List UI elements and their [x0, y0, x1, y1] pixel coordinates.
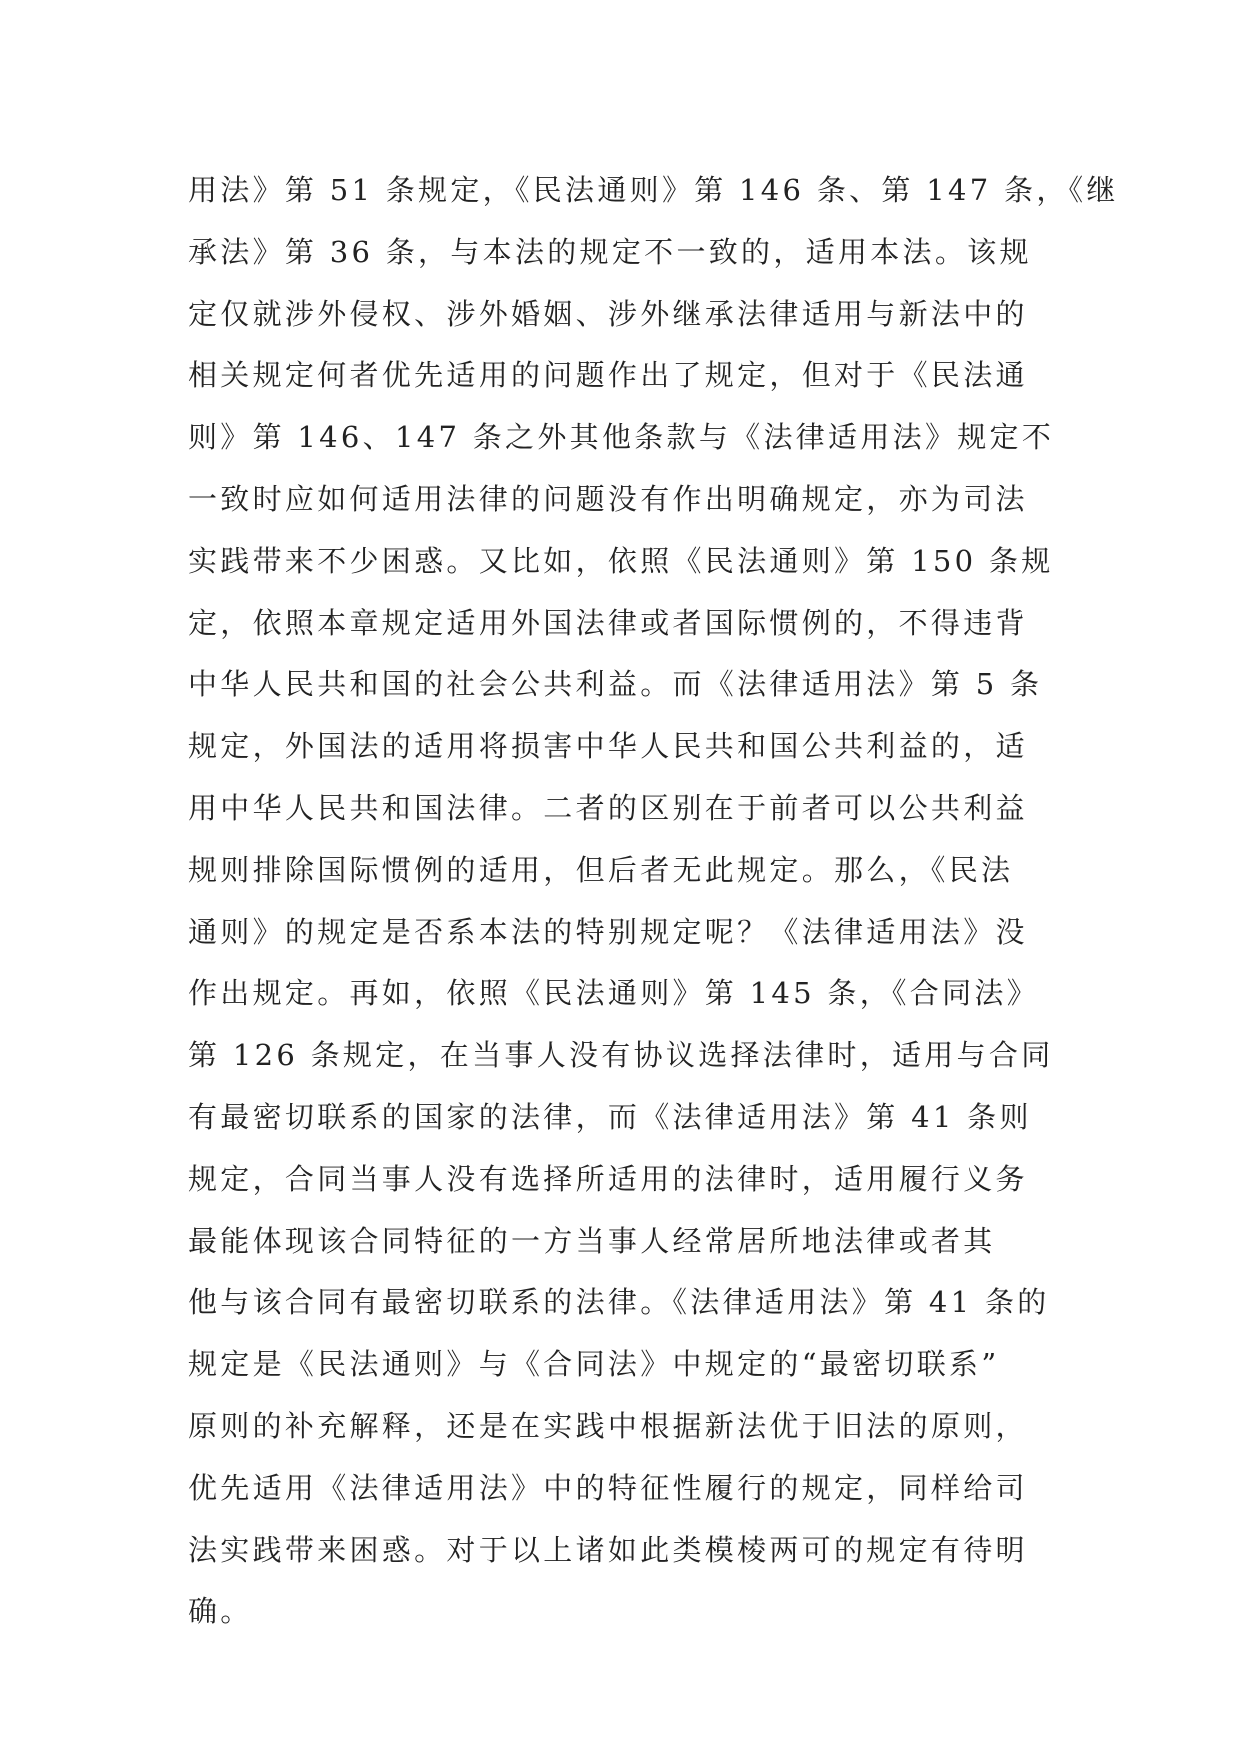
text-line: 承法》第 36 条，与本法的规定不一致的，适用本法。该规	[188, 234, 1032, 269]
text-line: 规定，合同当事人没有选择所适用的法律时，适用履行义务	[188, 1161, 1028, 1196]
text-line: 则》第 146、147 条之外其他条款与《法律适用法》规定不	[188, 420, 1055, 455]
text-line: 法实践带来困惑。对于以上诸如此类模棱两可的规定有待明	[188, 1532, 1028, 1567]
text-line: 确。	[188, 1594, 253, 1629]
text-line: 他与该合同有最密切联系的法律。《法律适用法》第 41 条的	[188, 1285, 1050, 1320]
text-line: 一致时应如何适用法律的问题没有作出明确规定，亦为司法	[188, 481, 1028, 516]
text-line: 实践带来不少困惑。又比如，依照《民法通则》第 150 条规	[188, 543, 1054, 578]
text-line: 用法》第 51 条规定，《民法通则》第 146 条、第 147 条，《继	[188, 173, 1119, 207]
text-line: 第 126 条规定，在当事人没有协议选择法律时，适用与合同	[188, 1038, 1054, 1073]
text-line: 中华人民共和国的社会公共利益。而《法律适用法》第 5 条	[188, 667, 1043, 702]
text-line: 有最密切联系的国家的法律，而《法律适用法》第 41 条则	[188, 1099, 1032, 1134]
text-line: 相关规定何者优先适用的问题作出了规定，但对于《民法通	[188, 358, 1028, 393]
text-line: 原则的补充解释，还是在实践中根据新法优于旧法的原则，	[188, 1408, 1028, 1443]
text-line: 用中华人民共和国法律。二者的区别在于前者可以公共利益	[188, 790, 1028, 825]
text-line: 规则排除国际惯例的适用，但后者无此规定。那么，《民法	[188, 852, 1014, 887]
text-line: 定仅就涉外侵权、涉外婚姻、涉外继承法律适用与新法中的	[188, 296, 1028, 331]
text-line: 通则》的规定是否系本法的特别规定呢？《法律适用法》没	[188, 914, 1028, 949]
text-line: 作出规定。再如，依照《民法通则》第 145 条，《合同法》	[188, 976, 1039, 1011]
text-line: 最能体现该合同特征的一方当事人经常居所地法律或者其	[188, 1223, 996, 1258]
text-line: 优先适用《法律适用法》中的特征性履行的规定，同样给司	[188, 1470, 1028, 1505]
text-line: 定，依照本章规定适用外国法律或者国际惯例的，不得违背	[188, 605, 1028, 640]
text-line: 规定是《民法通则》与《合同法》中规定的“最密切联系”	[188, 1347, 1000, 1382]
body-paragraph	[188, 160, 1119, 1643]
text-line: 规定，外国法的适用将损害中华人民共和国公共利益的，适	[188, 729, 1028, 764]
